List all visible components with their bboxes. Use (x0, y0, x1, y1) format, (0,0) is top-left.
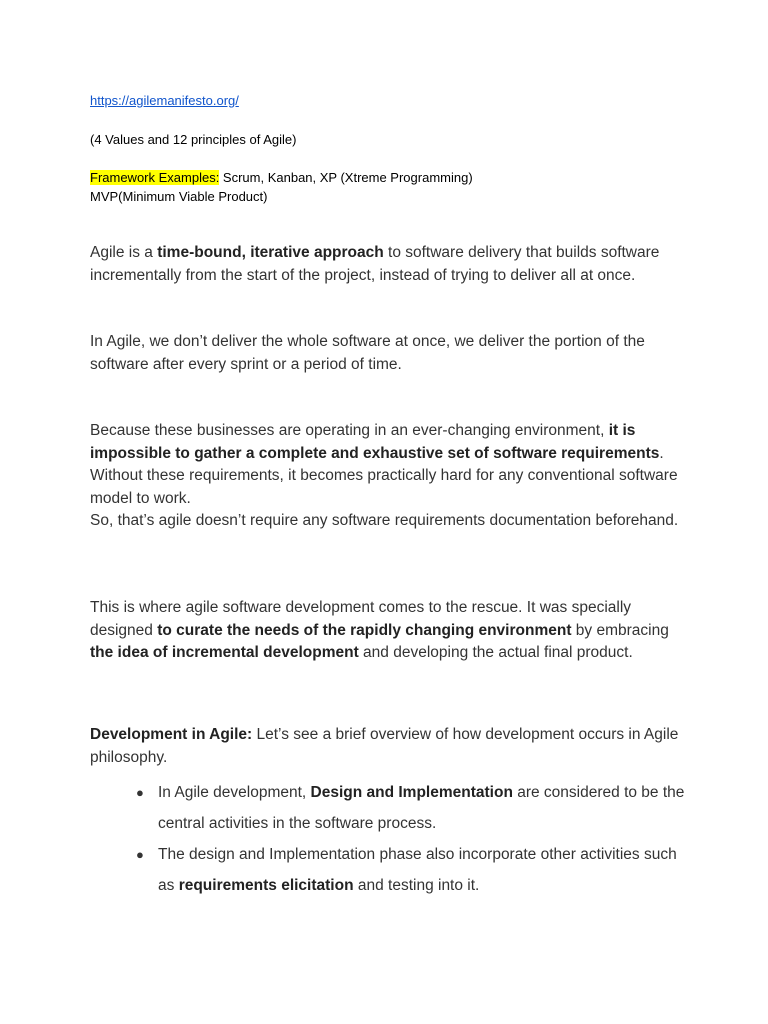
bold-text: time-bound, iterative approach (157, 244, 384, 261)
bold-text: the idea of incremental development (90, 644, 359, 661)
text: This is where agile software development comes to the rescue. It was specially designed (90, 599, 632, 639)
paragraph-rescue (90, 597, 690, 665)
text: The design and Implementation phase also incorporate other activities such as (158, 846, 677, 894)
bold-text: requirements elicitation (178, 877, 354, 894)
bold-text: it is impossible to gather a complete and exhaustive set of software requirements (90, 422, 660, 462)
text: . Without these requirements, it becomes practically hard for any conventional software model to work. (90, 444, 678, 507)
list-item (90, 839, 690, 901)
paragraph-requirements (90, 420, 690, 533)
text: So, that’s agile doesn’t require any software requirements documentation beforehand. (90, 512, 679, 529)
development-list (90, 777, 690, 901)
bullet-icon: ● (136, 847, 144, 862)
text: to software delivery that builds software incrementally from the start of the project, instead of trying to deliver all at once. (90, 244, 660, 284)
text: In Agile development, (158, 784, 311, 801)
text: by embracing (571, 621, 669, 639)
paragraph-delivery: In Agile, we don’t deliver the whole software at once, we deliver the portion of the software after every sprint or a period of time. (90, 333, 645, 373)
text: are considered to be the central activities in the software process. (158, 784, 685, 832)
bold-text: Design and Implementation (310, 784, 513, 801)
agile-manifesto-link[interactable]: https://agilemanifesto.org/ (90, 93, 239, 108)
mvp-line: MVP(Minimum Viable Product) (90, 189, 268, 204)
framework-line (90, 168, 473, 187)
list-item (90, 777, 690, 839)
text: Because these businesses are operating in an ever-changing environment, (90, 422, 609, 439)
text: and developing the actual final product. (358, 644, 633, 661)
paragraph-development (90, 724, 690, 769)
bullet-icon: ● (136, 785, 144, 800)
framework-block (90, 168, 473, 206)
values-line: (4 Values and 12 principles of Agile) (90, 132, 297, 147)
paragraph-agile-definition (90, 242, 690, 287)
text: Let’s see a brief overview of how development occurs in Agile philosophy. (90, 726, 679, 766)
framework-label: Framework Examples: (90, 170, 220, 185)
bold-text: to curate the needs of the rapidly changing environment (157, 621, 572, 639)
text: Agile is a (90, 244, 158, 261)
text: and testing into it. (353, 877, 480, 894)
bold-text: Development in Agile: (90, 726, 253, 743)
framework-text: Scrum, Kanban, XP (Xtreme Programming) (219, 170, 473, 185)
